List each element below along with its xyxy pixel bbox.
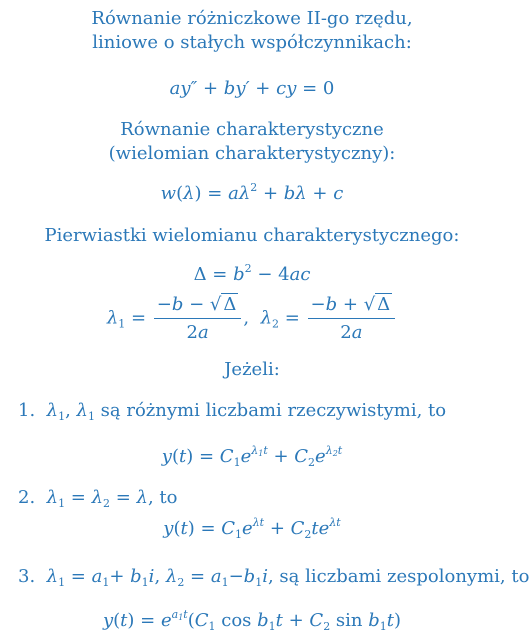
characteristic-polynomial: $w(\lambda) = a\lambda^2 + b\lambda + c$ (160, 181, 344, 204)
case-2-text: , to (147, 487, 178, 508)
title-line-1: Równanie różniczkowe II-go rzędu, (91, 8, 413, 29)
title-line-2: liniowe o stałych współczynnikach: (92, 32, 412, 53)
case-3-text: są liczbami zespolonymi, to (279, 566, 529, 587)
case-1-text: są różnymi liczbami rzeczywistymi, to (100, 400, 447, 421)
case-1-number: 1. (18, 400, 36, 421)
if-label: Jeżeli: (224, 359, 280, 380)
case-1-solution: $y(t) = C_1e^{\lambda_1t} + C_2e^{\lambda_2t}$ (161, 444, 343, 469)
char-eq-line-2: (wielomian charakterystyczny): (108, 143, 396, 164)
case-3-solution: $y(t) = e^{a_1t}(C_1$ $\cos b_1t + C_2$ $\sin b_1t$) (102, 608, 402, 633)
case-2-number: 2. (18, 487, 36, 508)
ode-equation: ay″ + by′ + cy = 0 (169, 78, 335, 99)
case-2-solution: $y(t) = C_1e^{\lambda t} + C_2te^{\lambda t}$ (163, 516, 341, 541)
case-3-condition: 3. $\lambda_1 = a_1+ b_1i$, $\lambda_2 = a_1-b_1i$, są liczbami zespolonymi, to (18, 566, 529, 589)
roots-formula: $\lambda_1$ = $\frac{-b - √ \Delta}{2a}$ , $\lambda_2$ = $\frac{-b + √ \Delta}{2a}$ (0, 294, 504, 343)
discriminant-formula: $\Delta = b^2 - 4ac$ (193, 262, 311, 285)
case-2-condition: 2. $\lambda_1 = \lambda_2 = \lambda$, to (18, 487, 178, 510)
case-1-condition: 1. $\lambda_1$, $\lambda_1$ są różnymi liczbami rzeczywistymi, to (18, 400, 447, 423)
roots-heading: Pierwiastki wielomianu charakterystycznego: (44, 225, 460, 246)
case-3-number: 3. (18, 566, 36, 587)
char-eq-line-1: Równanie charakterystyczne (120, 119, 384, 140)
